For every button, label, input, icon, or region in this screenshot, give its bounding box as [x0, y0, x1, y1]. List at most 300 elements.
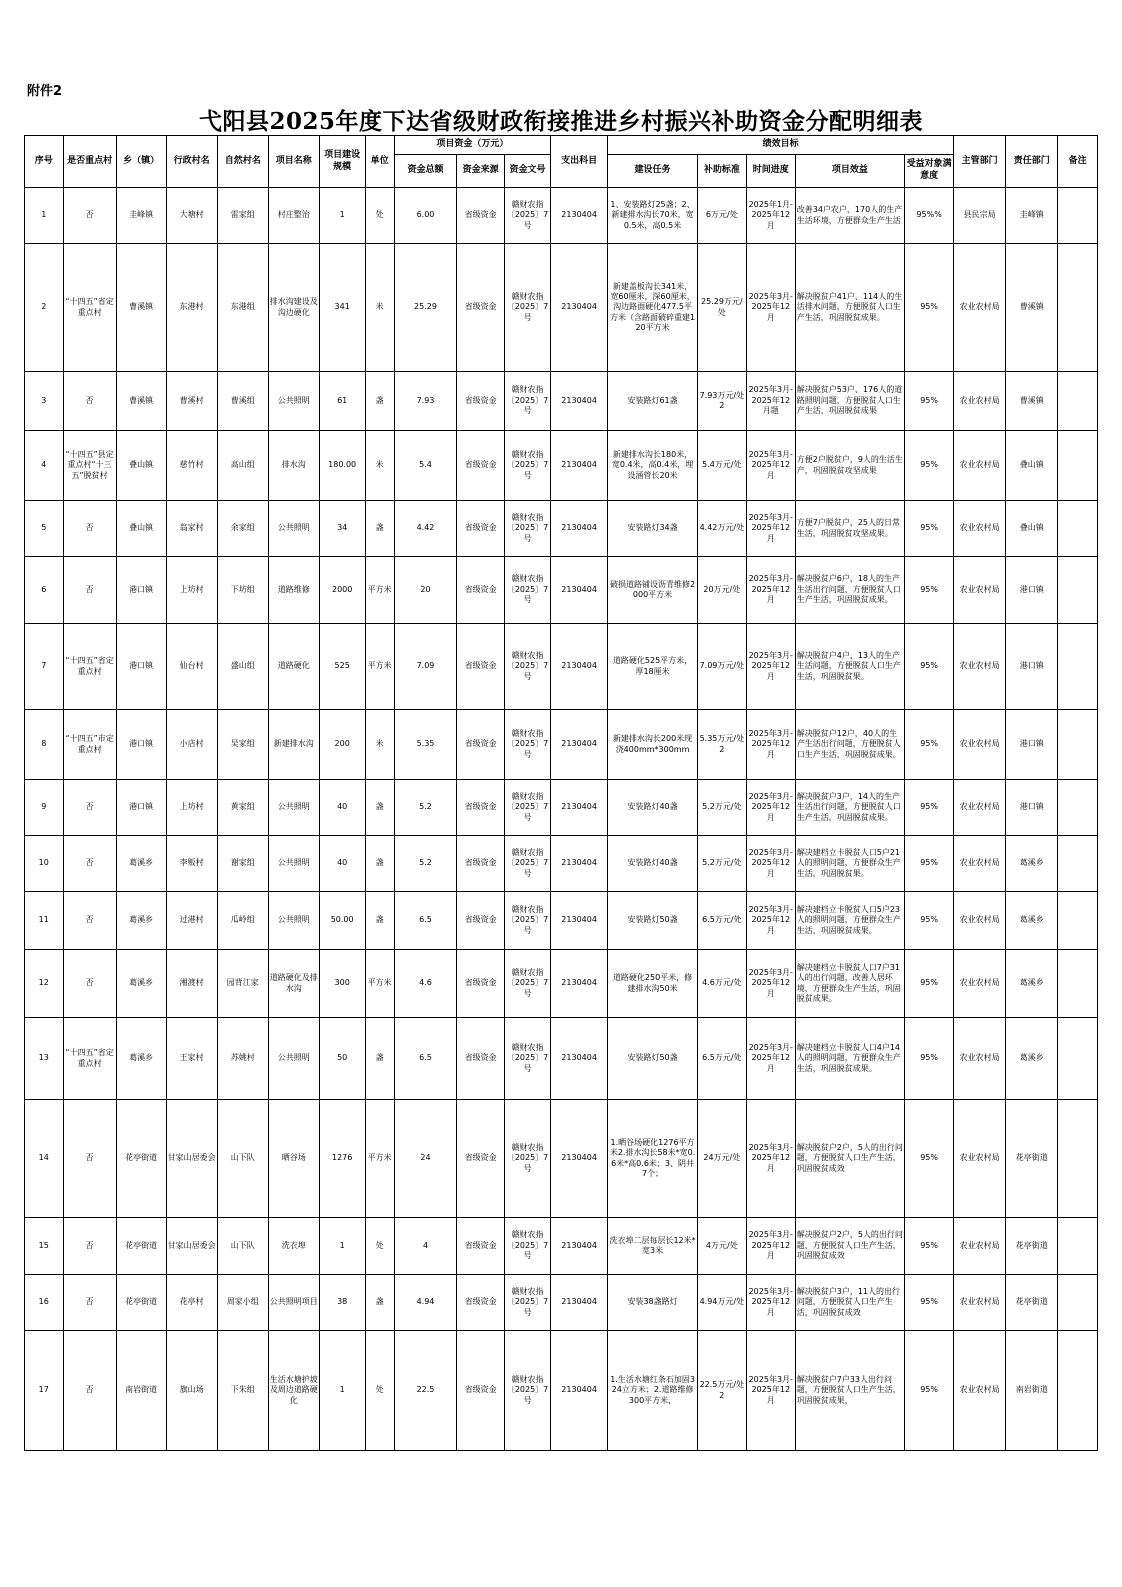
table-row	[25, 557, 1098, 624]
cell-key-village: 否	[63, 1100, 116, 1218]
cell-funds-doc: 赣财农指〔2025〕7号	[505, 188, 551, 244]
cell-project-name: 公共照明	[268, 892, 319, 950]
cell-admin-village: 湘渡村	[166, 950, 217, 1018]
cell-expense-subject: 2130404	[550, 188, 607, 244]
cell-schedule: 2025年3月-2025年12月	[746, 1331, 795, 1451]
cell-remark	[1058, 710, 1098, 780]
cell-admin-village: 李贩村	[166, 836, 217, 892]
cell-task: 新建排水沟长200米现浇400mm*300mm	[608, 710, 698, 780]
cell-township: 叠山镇	[116, 501, 166, 557]
header-township: 乡（镇）	[116, 136, 166, 188]
cell-scale: 1	[319, 1331, 365, 1451]
cell-funds-total: 24	[394, 1100, 457, 1218]
cell-resp-dept: 叠山镇	[1006, 431, 1058, 501]
cell-township: 葛溪乡	[116, 892, 166, 950]
cell-township: 港口镇	[116, 710, 166, 780]
cell-subsidy: 5.35万元/处2	[697, 710, 746, 780]
cell-subsidy: 25.29万元/处	[697, 244, 746, 372]
table-row	[25, 244, 1098, 372]
cell-funds-total: 5.2	[394, 836, 457, 892]
table-row	[25, 892, 1098, 950]
cell-funds-doc: 赣财农指〔2025〕7号	[505, 244, 551, 372]
cell-funds-total: 5.2	[394, 780, 457, 836]
header-key-village: 是否重点村	[63, 136, 116, 188]
cell-township: 圭峰镇	[116, 188, 166, 244]
cell-key-village: “十四五”省定重点村	[63, 624, 116, 710]
cell-funds-source: 省级资金	[457, 1018, 505, 1100]
cell-key-village: 否	[63, 836, 116, 892]
cell-schedule: 2025年3月-2025年12月	[746, 950, 795, 1018]
cell-subsidy: 7.09万元/处	[697, 624, 746, 710]
cell-schedule: 2025年3月-2025年12月	[746, 892, 795, 950]
cell-township: 叠山镇	[116, 431, 166, 501]
cell-resp-dept: 南岩街道	[1006, 1331, 1058, 1451]
cell-remark	[1058, 1218, 1098, 1275]
cell-benefit: 解决脱贫户12户，40人的生产生活出行问题，方便脱贫人口生产生活，巩固脱贫成果。	[795, 710, 904, 780]
cell-resp-dept: 葛溪乡	[1006, 836, 1058, 892]
cell-dept: 农业农村局	[954, 1275, 1006, 1331]
header-natural-village: 自然村名	[217, 136, 268, 188]
cell-township: 花亭街道	[116, 1100, 166, 1218]
table-row	[25, 1218, 1098, 1275]
cell-schedule: 2025年3月-2025年12月	[746, 1218, 795, 1275]
cell-admin-village: 上坊村	[166, 780, 217, 836]
cell-key-village: 否	[63, 1275, 116, 1331]
cell-unit: 盏	[365, 372, 394, 431]
cell-natural-village: 吴家组	[217, 710, 268, 780]
cell-benefit: 解决建档立卡脱贫人口5户23人的照明问题，方便群众生产生活，巩固脱贫成果。	[795, 892, 904, 950]
cell-project-name: 洗衣埠	[268, 1218, 319, 1275]
cell-dept: 农业农村局	[954, 431, 1006, 501]
cell-satisfaction: 95%	[905, 372, 954, 431]
header-resp-dept: 责任部门	[1006, 136, 1058, 188]
cell-funds-source: 省级资金	[457, 372, 505, 431]
cell-task: 1、安装路灯25盏；2、新建排水沟长70米，宽0.5米，高0.5米	[608, 188, 698, 244]
cell-expense-subject: 2130404	[550, 1331, 607, 1451]
cell-benefit: 解决建档立卡脱贫人口5户21人的照明问题，方便群众生产生活，巩固脱贫果。	[795, 836, 904, 892]
cell-admin-village: 甘家山居委会	[166, 1218, 217, 1275]
cell-funds-doc: 赣财农指〔2025〕7号	[505, 892, 551, 950]
cell-task: 安装路灯50盏	[608, 892, 698, 950]
cell-scale: 61	[319, 372, 365, 431]
cell-task: 安装路灯34盏	[608, 501, 698, 557]
cell-project-name: 公共照明	[268, 372, 319, 431]
cell-expense-subject: 2130404	[550, 431, 607, 501]
cell-dept: 农业农村局	[954, 710, 1006, 780]
cell-funds-source: 省级资金	[457, 624, 505, 710]
cell-natural-village: 余家组	[217, 501, 268, 557]
cell-dept: 农业农村局	[954, 950, 1006, 1018]
cell-dept: 县民宗局	[954, 188, 1006, 244]
cell-admin-village: 仙台村	[166, 624, 217, 710]
cell-funds-doc: 赣财农指〔2025〕7号	[505, 372, 551, 431]
cell-benefit: 解决脱贫户2户，5人的出行问题，方便脱贫人口生产生活，巩固脱贫成效	[795, 1100, 904, 1218]
cell-remark	[1058, 244, 1098, 372]
cell-township: 葛溪乡	[116, 836, 166, 892]
cell-funds-doc: 赣财农指〔2025〕7号	[505, 950, 551, 1018]
cell-expense-subject: 2130404	[550, 372, 607, 431]
cell-funds-source: 省级资金	[457, 1331, 505, 1451]
cell-natural-village: 苏姚村	[217, 1018, 268, 1100]
cell-funds-doc: 赣财农指〔2025〕7号	[505, 1275, 551, 1331]
cell-schedule: 2025年3月-2025年12月	[746, 244, 795, 372]
cell-benefit: 解决脱贫户41户、114人的生活排水问题，方便脱贫人口生产生活，巩固脱贫成果。	[795, 244, 904, 372]
cell-unit: 米	[365, 710, 394, 780]
cell-satisfaction: 95%	[905, 892, 954, 950]
cell-project-name: 生活水塘护坡及周边道路硬化	[268, 1331, 319, 1451]
cell-project-name: 道路硬化	[268, 624, 319, 710]
cell-scale: 50.00	[319, 892, 365, 950]
cell-funds-doc: 赣财农指〔2025〕7号	[505, 431, 551, 501]
cell-remark	[1058, 557, 1098, 624]
cell-township: 花亭街道	[116, 1275, 166, 1331]
cell-funds-total: 7.93	[394, 372, 457, 431]
cell-scale: 300	[319, 950, 365, 1018]
cell-key-village: 否	[63, 1331, 116, 1451]
cell-scale: 1	[319, 188, 365, 244]
cell-seq: 3	[25, 372, 64, 431]
cell-remark	[1058, 1331, 1098, 1451]
cell-seq: 4	[25, 431, 64, 501]
cell-task: 安装38盏路灯	[608, 1275, 698, 1331]
cell-schedule: 2025年3月-2025年12月	[746, 431, 795, 501]
cell-unit: 盏	[365, 501, 394, 557]
cell-dept: 农业农村局	[954, 1018, 1006, 1100]
cell-schedule: 2025年3月-2025年12月	[746, 1018, 795, 1100]
cell-key-village: 否	[63, 950, 116, 1018]
table-row	[25, 372, 1098, 431]
cell-schedule: 2025年3月-2025年12月	[746, 501, 795, 557]
cell-schedule: 2025年1月-2025年12月	[746, 188, 795, 244]
cell-scale: 1276	[319, 1100, 365, 1218]
cell-seq: 6	[25, 557, 64, 624]
table-row	[25, 431, 1098, 501]
cell-funds-doc: 赣财农指〔2025〕7号	[505, 501, 551, 557]
cell-admin-village: 甘家山居委会	[166, 1100, 217, 1218]
table-row	[25, 1100, 1098, 1218]
cell-subsidy: 6.5万元/处	[697, 1018, 746, 1100]
cell-natural-village: 园背江家	[217, 950, 268, 1018]
cell-benefit: 方便7户脱贫户，25人的日常生活，巩固脱贫攻坚成果。	[795, 501, 904, 557]
cell-township: 葛溪乡	[116, 950, 166, 1018]
cell-funds-source: 省级资金	[457, 950, 505, 1018]
cell-unit: 处	[365, 1218, 394, 1275]
cell-subsidy: 20万元/处	[697, 557, 746, 624]
cell-expense-subject: 2130404	[550, 780, 607, 836]
cell-township: 葛溪乡	[116, 1018, 166, 1100]
cell-project-name: 公共照明	[268, 501, 319, 557]
cell-expense-subject: 2130404	[550, 1275, 607, 1331]
cell-task: 安装路灯50盏	[608, 1018, 698, 1100]
cell-project-name: 新建排水沟	[268, 710, 319, 780]
cell-funds-doc: 赣财农指〔2025〕7号	[505, 1018, 551, 1100]
cell-seq: 16	[25, 1275, 64, 1331]
cell-schedule: 2025年3月-2025年12月	[746, 780, 795, 836]
header-funds-total: 资金总额	[394, 155, 457, 188]
cell-satisfaction: 95%	[905, 780, 954, 836]
cell-natural-village: 谢家组	[217, 836, 268, 892]
cell-natural-village: 雷家组	[217, 188, 268, 244]
cell-expense-subject: 2130404	[550, 501, 607, 557]
table-row	[25, 501, 1098, 557]
cell-remark	[1058, 501, 1098, 557]
cell-funds-doc: 赣财农指〔2025〕7号	[505, 710, 551, 780]
cell-dept: 农业农村局	[954, 372, 1006, 431]
allocation-table	[24, 135, 1098, 1451]
cell-seq: 13	[25, 1018, 64, 1100]
cell-remark	[1058, 431, 1098, 501]
cell-admin-village: 过港村	[166, 892, 217, 950]
cell-task: 安装路灯61盏	[608, 372, 698, 431]
cell-funds-total: 5.4	[394, 431, 457, 501]
cell-expense-subject: 2130404	[550, 557, 607, 624]
cell-funds-total: 20	[394, 557, 457, 624]
cell-scale: 34	[319, 501, 365, 557]
cell-dept: 农业农村局	[954, 780, 1006, 836]
cell-benefit: 解决建档立卡脱贫人口4户14人的照明问题，方便群众生产生活，巩固脱贫成果。	[795, 1018, 904, 1100]
cell-subsidy: 6万元/处	[697, 188, 746, 244]
cell-resp-dept: 葛溪乡	[1006, 950, 1058, 1018]
cell-unit: 盏	[365, 1275, 394, 1331]
cell-funds-total: 4.6	[394, 950, 457, 1018]
header-unit: 单位	[365, 136, 394, 188]
cell-funds-total: 25.29	[394, 244, 457, 372]
cell-funds-source: 省级资金	[457, 780, 505, 836]
cell-funds-source: 省级资金	[457, 1218, 505, 1275]
cell-dept: 农业农村局	[954, 1218, 1006, 1275]
cell-dept: 农业农村局	[954, 557, 1006, 624]
cell-schedule: 2025年3月-2025年12月	[746, 836, 795, 892]
header-benefit: 项目效益	[795, 155, 904, 188]
cell-benefit: 解决脱贫户3户，14人的生产生活出行问题，方便脱贫人口生产生活，巩固脱贫成果。	[795, 780, 904, 836]
cell-admin-village: 王家村	[166, 1018, 217, 1100]
cell-subsidy: 24万元/处	[697, 1100, 746, 1218]
cell-key-village: 否	[63, 188, 116, 244]
cell-unit: 平方米	[365, 557, 394, 624]
cell-dept: 农业农村局	[954, 892, 1006, 950]
cell-funds-total: 6.5	[394, 892, 457, 950]
header-remark: 备注	[1058, 136, 1098, 188]
cell-satisfaction: 95%	[905, 950, 954, 1018]
cell-natural-village: 盛山组	[217, 624, 268, 710]
cell-scale: 180.00	[319, 431, 365, 501]
cell-schedule: 2025年3月-2025年12月	[746, 557, 795, 624]
cell-project-name: 公共照明	[268, 1018, 319, 1100]
cell-project-name: 道路硬化及排水沟	[268, 950, 319, 1018]
cell-dept: 农业农村局	[954, 244, 1006, 372]
header-funds-doc: 资金文号	[505, 155, 551, 188]
cell-benefit: 解决脱贫户6户，18人的生产生活出行问题，方便脱贫人口生产生活，巩固脱贫成果。	[795, 557, 904, 624]
cell-benefit: 解决脱贫户7户33人出行问题，方便脱贫人口生产生活，巩固脱贫成果，	[795, 1331, 904, 1451]
cell-admin-village: 小店村	[166, 710, 217, 780]
cell-task: 破损道路铺设沥青维修2000平方米	[608, 557, 698, 624]
cell-satisfaction: 95%	[905, 431, 954, 501]
cell-resp-dept: 港口镇	[1006, 710, 1058, 780]
cell-expense-subject: 2130404	[550, 950, 607, 1018]
cell-funds-total: 7.09	[394, 624, 457, 710]
cell-natural-village: 高山组	[217, 431, 268, 501]
cell-resp-dept: 圭峰镇	[1006, 188, 1058, 244]
cell-remark	[1058, 624, 1098, 710]
cell-seq: 8	[25, 710, 64, 780]
cell-project-name: 排水沟	[268, 431, 319, 501]
cell-funds-source: 省级资金	[457, 710, 505, 780]
cell-key-village: 否	[63, 780, 116, 836]
table-row	[25, 1275, 1098, 1331]
cell-natural-village: 下坊组	[217, 557, 268, 624]
cell-unit: 平方米	[365, 950, 394, 1018]
cell-key-village: 否	[63, 557, 116, 624]
cell-township: 花亭街道	[116, 1218, 166, 1275]
cell-resp-dept: 叠山镇	[1006, 501, 1058, 557]
cell-funds-total: 6.00	[394, 188, 457, 244]
header-admin-village: 行政村名	[166, 136, 217, 188]
header-funds-source: 资金来源	[457, 155, 505, 188]
cell-benefit: 改善34户农户，170人的生产生活环境，方便群众生产生活	[795, 188, 904, 244]
cell-admin-village: 曹溪村	[166, 372, 217, 431]
cell-project-name: 公共照明项目	[268, 1275, 319, 1331]
cell-task: 道路硬化525平方米，厚18厘米	[608, 624, 698, 710]
cell-schedule: 2025年3月-2025年12月	[746, 624, 795, 710]
cell-scale: 40	[319, 780, 365, 836]
cell-seq: 10	[25, 836, 64, 892]
cell-satisfaction: 95%	[905, 624, 954, 710]
cell-dept: 农业农村局	[954, 624, 1006, 710]
cell-remark	[1058, 950, 1098, 1018]
cell-funds-total: 22.5	[394, 1331, 457, 1451]
cell-remark	[1058, 780, 1098, 836]
cell-task: 安装路灯40盏	[608, 780, 698, 836]
cell-seq: 7	[25, 624, 64, 710]
cell-task: 新建排水沟长180米，宽0.4米，高0.4米，埋设涵管长20米	[608, 431, 698, 501]
table-row	[25, 1018, 1098, 1100]
cell-task: 1.晒谷场硬化1276平方米2.排水沟长58米*宽0.6米*高0.6米；3、阴井7个；	[608, 1100, 698, 1218]
cell-seq: 11	[25, 892, 64, 950]
header-subsidy: 补助标准	[697, 155, 746, 188]
cell-expense-subject: 2130404	[550, 624, 607, 710]
cell-remark	[1058, 1275, 1098, 1331]
cell-funds-doc: 赣财农指〔2025〕7号	[505, 780, 551, 836]
cell-key-village: “十四五”市定重点村	[63, 710, 116, 780]
cell-project-name: 公共照明	[268, 836, 319, 892]
cell-resp-dept: 葛溪乡	[1006, 1018, 1058, 1100]
header-performance-group: 绩效目标	[608, 136, 954, 155]
cell-scale: 1	[319, 1218, 365, 1275]
cell-satisfaction: 95%%	[905, 188, 954, 244]
cell-key-village: 否	[63, 1218, 116, 1275]
cell-subsidy: 22.5万元/处2	[697, 1331, 746, 1451]
cell-satisfaction: 95%	[905, 1275, 954, 1331]
attachment-label: 附件2	[27, 84, 63, 99]
cell-subsidy: 4.6万元/处	[697, 950, 746, 1018]
cell-unit: 盏	[365, 780, 394, 836]
cell-funds-doc: 赣财农指〔2025〕7号	[505, 557, 551, 624]
cell-subsidy: 5.2万元/处	[697, 780, 746, 836]
cell-satisfaction: 95%	[905, 710, 954, 780]
cell-subsidy: 7.93万元/处2	[697, 372, 746, 431]
cell-task: 洗衣埠二层每层长12米*宽3米	[608, 1218, 698, 1275]
cell-funds-source: 省级资金	[457, 836, 505, 892]
cell-dept: 农业农村局	[954, 1331, 1006, 1451]
cell-seq: 9	[25, 780, 64, 836]
cell-funds-source: 省级资金	[457, 244, 505, 372]
cell-natural-village: 山下队	[217, 1100, 268, 1218]
cell-expense-subject: 2130404	[550, 1018, 607, 1100]
cell-key-village: 否	[63, 372, 116, 431]
cell-task: 道路硬化250平米，修建排水沟50米	[608, 950, 698, 1018]
cell-resp-dept: 港口镇	[1006, 557, 1058, 624]
cell-expense-subject: 2130404	[550, 892, 607, 950]
cell-benefit: 解决建档立卡脱贫人口7户31人的出行问题，改善人居环境，方便群众生产生活，巩固脱贫成果。	[795, 950, 904, 1018]
cell-funds-source: 省级资金	[457, 1275, 505, 1331]
header-schedule: 时间进度	[746, 155, 795, 188]
cell-key-village: “十四五”省定重点村	[63, 1018, 116, 1100]
page-title: 弋阳县2025年度下达省级财政衔接推进乡村振兴补助资金分配明细表	[198, 108, 923, 135]
cell-dept: 农业农村局	[954, 1100, 1006, 1218]
cell-subsidy: 5.2万元/处	[697, 836, 746, 892]
cell-natural-village: 东港组	[217, 244, 268, 372]
cell-seq: 17	[25, 1331, 64, 1451]
cell-remark	[1058, 372, 1098, 431]
cell-admin-village: 旗山场	[166, 1331, 217, 1451]
cell-resp-dept: 花亭街道	[1006, 1100, 1058, 1218]
cell-natural-village: 曹溪组	[217, 372, 268, 431]
cell-key-village: “十四五”省定重点村	[63, 244, 116, 372]
cell-satisfaction: 95%	[905, 244, 954, 372]
cell-funds-source: 省级资金	[457, 501, 505, 557]
cell-benefit: 解决脱贫户2户，5人的出行问题，方便脱贫人口生产生活，巩固脱贫成效	[795, 1218, 904, 1275]
cell-township: 南岩街道	[116, 1331, 166, 1451]
cell-subsidy: 6.5万元/处	[697, 892, 746, 950]
cell-unit: 米	[365, 431, 394, 501]
header-project-name: 项目名称	[268, 136, 319, 188]
cell-benefit: 解决脱贫户53户、176人的道路照明问题，方便脱贫人口生产生活，巩固脱贫成果	[795, 372, 904, 431]
cell-seq: 5	[25, 501, 64, 557]
cell-resp-dept: 花亭街道	[1006, 1275, 1058, 1331]
cell-project-name: 排水沟建设及沟边硬化	[268, 244, 319, 372]
header-seq: 序号	[25, 136, 64, 188]
cell-funds-doc: 赣财农指〔2025〕7号	[505, 1100, 551, 1218]
cell-schedule: 2025年3月-2025年12月	[746, 1275, 795, 1331]
cell-satisfaction: 95%	[905, 1018, 954, 1100]
cell-unit: 盏	[365, 892, 394, 950]
cell-benefit: 解决脱贫户4户，13人的生产生活问题，方便脱贫人口生产生活，巩固脱贫果。	[795, 624, 904, 710]
cell-scale: 525	[319, 624, 365, 710]
cell-unit: 盏	[365, 1018, 394, 1100]
cell-expense-subject: 2130404	[550, 244, 607, 372]
cell-funds-doc: 赣财农指〔2025〕7号	[505, 624, 551, 710]
cell-unit: 处	[365, 188, 394, 244]
cell-subsidy: 4.94万元/处	[697, 1275, 746, 1331]
cell-unit: 处	[365, 1331, 394, 1451]
cell-natural-village: 山下队	[217, 1218, 268, 1275]
cell-project-name: 公共照明	[268, 780, 319, 836]
cell-scale: 200	[319, 710, 365, 780]
cell-funds-doc: 赣财农指〔2025〕7号	[505, 1218, 551, 1275]
table-row	[25, 780, 1098, 836]
cell-project-name: 晒谷场	[268, 1100, 319, 1218]
header-dept: 主管部门	[954, 136, 1006, 188]
cell-benefit: 解决脱贫户3户，11人的出行问题，方便脱贫人口生产生活，巩固脱贫成效	[795, 1275, 904, 1331]
cell-admin-village: 大塘村	[166, 188, 217, 244]
cell-expense-subject: 2130404	[550, 710, 607, 780]
cell-unit: 米	[365, 244, 394, 372]
cell-schedule: 2025年3月-2025年12月	[746, 1100, 795, 1218]
cell-funds-source: 省级资金	[457, 431, 505, 501]
cell-subsidy: 4万元/处	[697, 1218, 746, 1275]
cell-admin-village: 花亭村	[166, 1275, 217, 1331]
cell-key-village: 否	[63, 892, 116, 950]
